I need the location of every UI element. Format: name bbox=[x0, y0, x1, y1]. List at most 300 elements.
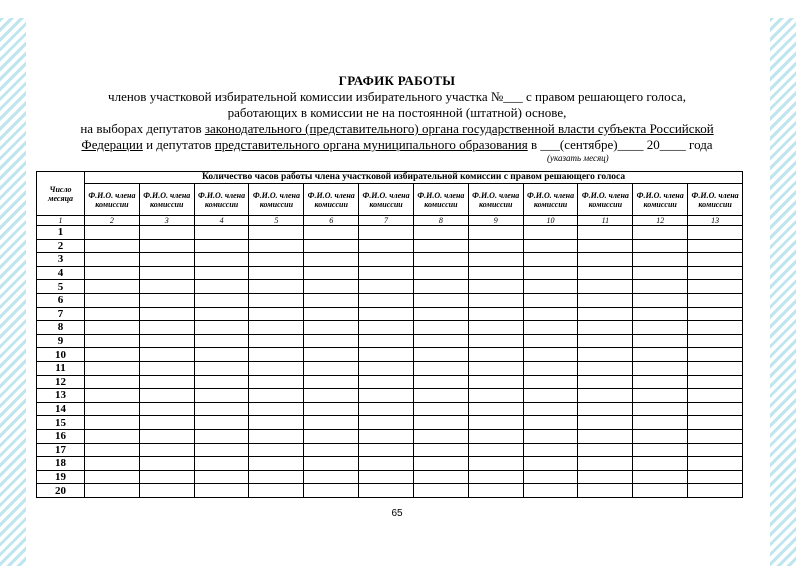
hours-cell[interactable] bbox=[304, 470, 359, 484]
hours-cell[interactable] bbox=[578, 253, 633, 267]
day-number: 15 bbox=[37, 416, 85, 430]
hours-cell[interactable] bbox=[194, 470, 249, 484]
hours-cell[interactable] bbox=[139, 280, 194, 294]
hours-cell[interactable] bbox=[194, 375, 249, 389]
header-line-1: членов участковой избирательной комиссии избирательного участка №___ с правом решающего голоса, bbox=[108, 89, 686, 104]
hours-cell[interactable] bbox=[85, 443, 140, 457]
hours-cell[interactable] bbox=[194, 280, 249, 294]
hours-cell[interactable] bbox=[578, 348, 633, 362]
header-line-4-month: в ___(сентябре)____ 20____ года bbox=[527, 137, 713, 152]
hours-cell[interactable] bbox=[249, 457, 304, 471]
hours-cell[interactable] bbox=[468, 470, 523, 484]
hours-cell[interactable] bbox=[249, 334, 304, 348]
hours-cell[interactable] bbox=[523, 470, 578, 484]
hours-cell[interactable] bbox=[359, 226, 414, 240]
hours-cell[interactable] bbox=[413, 402, 468, 416]
hours-cell[interactable] bbox=[139, 402, 194, 416]
hours-cell[interactable] bbox=[688, 293, 743, 307]
hours-cell[interactable] bbox=[523, 293, 578, 307]
member-column-header: Ф.И.О. члена комиссии bbox=[468, 184, 523, 216]
hours-cell[interactable] bbox=[194, 239, 249, 253]
hours-cell[interactable] bbox=[468, 239, 523, 253]
document-title: ГРАФИК РАБОТЫ bbox=[338, 73, 456, 88]
hours-cell[interactable] bbox=[633, 484, 688, 498]
hours-cell[interactable] bbox=[249, 280, 304, 294]
hours-cell[interactable] bbox=[578, 402, 633, 416]
hours-cell[interactable] bbox=[688, 443, 743, 457]
header-line-3 bbox=[44, 121, 750, 137]
hours-cell[interactable] bbox=[633, 226, 688, 240]
hours-cell[interactable] bbox=[139, 348, 194, 362]
day-number: 8 bbox=[37, 321, 85, 335]
hours-cell[interactable] bbox=[139, 429, 194, 443]
hours-cell[interactable] bbox=[359, 239, 414, 253]
hours-cell[interactable] bbox=[468, 226, 523, 240]
hours-cell[interactable] bbox=[359, 389, 414, 403]
day-number: 12 bbox=[37, 375, 85, 389]
hours-cell[interactable] bbox=[523, 375, 578, 389]
table-row bbox=[37, 266, 743, 280]
day-number: 14 bbox=[37, 402, 85, 416]
day-number: 16 bbox=[37, 429, 85, 443]
hours-cell[interactable] bbox=[523, 321, 578, 335]
hours-cell[interactable] bbox=[85, 239, 140, 253]
hours-cell[interactable] bbox=[413, 361, 468, 375]
hours-cell[interactable] bbox=[304, 402, 359, 416]
hours-cell[interactable] bbox=[85, 348, 140, 362]
hours-cell[interactable] bbox=[468, 348, 523, 362]
hours-cell[interactable] bbox=[359, 321, 414, 335]
column-number: 5 bbox=[249, 216, 304, 226]
member-column-header: Ф.И.О. члена комиссии bbox=[139, 184, 194, 216]
hours-cell[interactable] bbox=[194, 321, 249, 335]
column-number: 13 bbox=[688, 216, 743, 226]
hours-cell[interactable] bbox=[688, 429, 743, 443]
hours-cell[interactable] bbox=[304, 429, 359, 443]
work-schedule-table bbox=[36, 171, 743, 498]
hours-cell[interactable] bbox=[523, 280, 578, 294]
hours-cell[interactable] bbox=[139, 253, 194, 267]
hours-cell[interactable] bbox=[468, 334, 523, 348]
hours-cell[interactable] bbox=[85, 402, 140, 416]
hours-cell[interactable] bbox=[523, 266, 578, 280]
member-column-header: Ф.И.О. члена комиссии bbox=[688, 184, 743, 216]
hours-cell[interactable] bbox=[304, 266, 359, 280]
hours-cell[interactable] bbox=[359, 402, 414, 416]
column-number: 8 bbox=[413, 216, 468, 226]
hours-cell[interactable] bbox=[633, 457, 688, 471]
hours-cell[interactable] bbox=[633, 402, 688, 416]
hours-cell[interactable] bbox=[688, 457, 743, 471]
hours-cell[interactable] bbox=[249, 470, 304, 484]
hours-cell[interactable] bbox=[688, 402, 743, 416]
hours-cell[interactable] bbox=[523, 484, 578, 498]
hours-cell[interactable] bbox=[633, 389, 688, 403]
hours-cell[interactable] bbox=[468, 361, 523, 375]
hours-cell[interactable] bbox=[578, 307, 633, 321]
hours-cell[interactable] bbox=[633, 321, 688, 335]
hours-cell[interactable] bbox=[359, 470, 414, 484]
table-row bbox=[37, 389, 743, 403]
table-row bbox=[37, 348, 743, 362]
day-number: 7 bbox=[37, 307, 85, 321]
hours-cell[interactable] bbox=[688, 239, 743, 253]
hours-cell[interactable] bbox=[578, 280, 633, 294]
member-header-row bbox=[37, 184, 743, 216]
hours-cell[interactable] bbox=[359, 253, 414, 267]
hours-cell[interactable] bbox=[468, 457, 523, 471]
hours-cell[interactable] bbox=[85, 470, 140, 484]
hours-cell[interactable] bbox=[194, 307, 249, 321]
hours-cell[interactable] bbox=[359, 266, 414, 280]
hours-cell[interactable] bbox=[304, 280, 359, 294]
table-row bbox=[37, 402, 743, 416]
table-row bbox=[37, 416, 743, 430]
hours-cell[interactable] bbox=[304, 253, 359, 267]
hours-cell[interactable] bbox=[194, 484, 249, 498]
hours-cell[interactable] bbox=[688, 361, 743, 375]
hours-cell[interactable] bbox=[194, 293, 249, 307]
hours-cell[interactable] bbox=[633, 253, 688, 267]
hours-cell[interactable] bbox=[85, 429, 140, 443]
hours-cell[interactable] bbox=[633, 280, 688, 294]
hours-cell[interactable] bbox=[633, 293, 688, 307]
hours-cell[interactable] bbox=[413, 226, 468, 240]
header-line-4-underlined-b: представительного органа муниципального образования bbox=[214, 137, 528, 152]
hours-cell[interactable] bbox=[85, 389, 140, 403]
hours-cell[interactable] bbox=[688, 470, 743, 484]
hours-cell[interactable] bbox=[523, 361, 578, 375]
hours-cell[interactable] bbox=[413, 375, 468, 389]
hours-cell[interactable] bbox=[468, 443, 523, 457]
hours-cell[interactable] bbox=[249, 321, 304, 335]
hours-cell[interactable] bbox=[359, 361, 414, 375]
hours-cell[interactable] bbox=[304, 293, 359, 307]
hours-cell[interactable] bbox=[194, 457, 249, 471]
hours-cell[interactable] bbox=[413, 321, 468, 335]
hours-cell[interactable] bbox=[633, 307, 688, 321]
table-row bbox=[37, 280, 743, 294]
hours-cell[interactable] bbox=[413, 470, 468, 484]
hours-cell[interactable] bbox=[139, 389, 194, 403]
hours-cell[interactable] bbox=[139, 375, 194, 389]
hours-cell[interactable] bbox=[413, 416, 468, 430]
hours-cell[interactable] bbox=[468, 375, 523, 389]
hours-cell[interactable] bbox=[468, 429, 523, 443]
member-column-header: Ф.И.О. члена комиссии bbox=[633, 184, 688, 216]
hours-cell[interactable] bbox=[85, 457, 140, 471]
hours-cell[interactable] bbox=[139, 416, 194, 430]
hours-cell[interactable] bbox=[688, 307, 743, 321]
hours-cell[interactable] bbox=[359, 348, 414, 362]
hours-cell[interactable] bbox=[249, 429, 304, 443]
hours-cell[interactable] bbox=[359, 307, 414, 321]
hours-cell[interactable] bbox=[194, 429, 249, 443]
hours-cell[interactable] bbox=[578, 470, 633, 484]
hours-cell[interactable] bbox=[194, 226, 249, 240]
hours-cell[interactable] bbox=[194, 266, 249, 280]
hours-cell[interactable] bbox=[85, 375, 140, 389]
hours-cell[interactable] bbox=[249, 375, 304, 389]
hours-cell[interactable] bbox=[359, 457, 414, 471]
hours-cell[interactable] bbox=[139, 484, 194, 498]
hours-cell[interactable] bbox=[413, 280, 468, 294]
hours-cell[interactable] bbox=[578, 443, 633, 457]
hours-cell[interactable] bbox=[139, 443, 194, 457]
hours-cell[interactable] bbox=[304, 443, 359, 457]
hours-cell[interactable] bbox=[523, 239, 578, 253]
hours-cell[interactable] bbox=[359, 429, 414, 443]
hours-cell[interactable] bbox=[523, 402, 578, 416]
month-day-header: Число месяца bbox=[37, 172, 85, 216]
hours-cell[interactable] bbox=[578, 484, 633, 498]
hours-cell[interactable] bbox=[468, 389, 523, 403]
hours-cell[interactable] bbox=[85, 334, 140, 348]
hours-cell[interactable] bbox=[578, 375, 633, 389]
hours-cell[interactable] bbox=[304, 484, 359, 498]
table-row bbox=[37, 239, 743, 253]
hours-cell[interactable] bbox=[85, 484, 140, 498]
hours-cell[interactable] bbox=[523, 348, 578, 362]
column-number: 3 bbox=[139, 216, 194, 226]
header-line-4 bbox=[44, 137, 750, 153]
hours-cell[interactable] bbox=[304, 321, 359, 335]
hours-cell[interactable] bbox=[523, 416, 578, 430]
hours-cell[interactable] bbox=[468, 266, 523, 280]
hours-cell[interactable] bbox=[194, 334, 249, 348]
table-row bbox=[37, 334, 743, 348]
hours-cell[interactable] bbox=[249, 226, 304, 240]
member-column-header: Ф.И.О. члена комиссии bbox=[578, 184, 633, 216]
hours-cell[interactable] bbox=[359, 280, 414, 294]
hours-cell[interactable] bbox=[85, 293, 140, 307]
hours-cell[interactable] bbox=[413, 429, 468, 443]
member-column-header: Ф.И.О. члена комиссии bbox=[249, 184, 304, 216]
hours-cell[interactable] bbox=[249, 389, 304, 403]
hours-cell[interactable] bbox=[249, 402, 304, 416]
hours-cell[interactable] bbox=[413, 266, 468, 280]
hours-cell[interactable] bbox=[359, 334, 414, 348]
hours-cell[interactable] bbox=[688, 334, 743, 348]
hours-cell[interactable] bbox=[578, 334, 633, 348]
hours-cell[interactable] bbox=[194, 253, 249, 267]
hours-cell[interactable] bbox=[194, 416, 249, 430]
hours-cell[interactable] bbox=[413, 253, 468, 267]
hours-cell[interactable] bbox=[139, 457, 194, 471]
hours-cell[interactable] bbox=[578, 457, 633, 471]
hours-cell[interactable] bbox=[468, 280, 523, 294]
hours-cell[interactable] bbox=[194, 361, 249, 375]
hours-cell[interactable] bbox=[688, 389, 743, 403]
hours-cell[interactable] bbox=[633, 334, 688, 348]
hours-cell[interactable] bbox=[633, 348, 688, 362]
hours-cell[interactable] bbox=[633, 361, 688, 375]
hours-cell[interactable] bbox=[304, 457, 359, 471]
hours-cell[interactable] bbox=[578, 239, 633, 253]
hours-cell[interactable] bbox=[85, 226, 140, 240]
hours-cell[interactable] bbox=[578, 389, 633, 403]
hours-cell[interactable] bbox=[413, 239, 468, 253]
hours-cell[interactable] bbox=[139, 239, 194, 253]
hours-cell[interactable] bbox=[413, 457, 468, 471]
hours-cell[interactable] bbox=[85, 266, 140, 280]
hours-cell[interactable] bbox=[139, 361, 194, 375]
hours-cell[interactable] bbox=[85, 280, 140, 294]
hours-cell[interactable] bbox=[578, 429, 633, 443]
day-number: 10 bbox=[37, 348, 85, 362]
hours-cell[interactable] bbox=[359, 484, 414, 498]
hours-cell[interactable] bbox=[633, 470, 688, 484]
day-number: 20 bbox=[37, 484, 85, 498]
hours-cell[interactable] bbox=[688, 348, 743, 362]
member-column-header: Ф.И.О. члена комиссии bbox=[85, 184, 140, 216]
day-number: 11 bbox=[37, 361, 85, 375]
header-line-4-mid: и депутатов bbox=[142, 137, 215, 152]
hours-cell[interactable] bbox=[139, 226, 194, 240]
hours-cell[interactable] bbox=[304, 375, 359, 389]
hours-cell[interactable] bbox=[139, 307, 194, 321]
hours-cell[interactable] bbox=[304, 226, 359, 240]
hours-cell[interactable] bbox=[633, 429, 688, 443]
hours-cell[interactable] bbox=[249, 266, 304, 280]
hours-cell[interactable] bbox=[578, 361, 633, 375]
hours-cell[interactable] bbox=[578, 266, 633, 280]
hours-cell[interactable] bbox=[468, 484, 523, 498]
header-line-3-prefix: на выборах депутатов bbox=[80, 121, 205, 136]
hours-cell[interactable] bbox=[194, 389, 249, 403]
hours-cell[interactable] bbox=[249, 484, 304, 498]
hours-cell[interactable] bbox=[523, 457, 578, 471]
hours-cell[interactable] bbox=[304, 361, 359, 375]
day-number: 1 bbox=[37, 226, 85, 240]
hours-cell[interactable] bbox=[249, 361, 304, 375]
hours-cell[interactable] bbox=[523, 226, 578, 240]
hours-cell[interactable] bbox=[688, 375, 743, 389]
month-hint: (указать месяц) bbox=[547, 153, 609, 163]
hours-cell[interactable] bbox=[468, 321, 523, 335]
hours-cell[interactable] bbox=[304, 389, 359, 403]
table-row bbox=[37, 321, 743, 335]
hours-cell[interactable] bbox=[633, 239, 688, 253]
hours-cell[interactable] bbox=[139, 293, 194, 307]
hours-cell[interactable] bbox=[139, 266, 194, 280]
hours-cell[interactable] bbox=[194, 443, 249, 457]
column-number: 6 bbox=[304, 216, 359, 226]
hours-cell[interactable] bbox=[194, 402, 249, 416]
hours-cell[interactable] bbox=[249, 307, 304, 321]
hours-cell[interactable] bbox=[249, 239, 304, 253]
hours-cell[interactable] bbox=[468, 402, 523, 416]
hours-cell[interactable] bbox=[578, 416, 633, 430]
hours-cell[interactable] bbox=[413, 348, 468, 362]
day-number: 19 bbox=[37, 470, 85, 484]
hours-cell[interactable] bbox=[578, 226, 633, 240]
hours-cell[interactable] bbox=[413, 293, 468, 307]
hours-cell[interactable] bbox=[578, 321, 633, 335]
hours-cell[interactable] bbox=[413, 389, 468, 403]
hours-cell[interactable] bbox=[359, 375, 414, 389]
hours-cell[interactable] bbox=[523, 443, 578, 457]
hours-cell[interactable] bbox=[468, 293, 523, 307]
hours-cell[interactable] bbox=[523, 389, 578, 403]
hours-cell[interactable] bbox=[249, 443, 304, 457]
hours-cell[interactable] bbox=[85, 416, 140, 430]
member-column-header: Ф.И.О. члена комиссии bbox=[304, 184, 359, 216]
day-number: 9 bbox=[37, 334, 85, 348]
hours-cell[interactable] bbox=[413, 484, 468, 498]
hours-cell[interactable] bbox=[633, 443, 688, 457]
hours-cell[interactable] bbox=[304, 307, 359, 321]
hours-cell[interactable] bbox=[688, 416, 743, 430]
column-number: 10 bbox=[523, 216, 578, 226]
hours-cell[interactable] bbox=[304, 239, 359, 253]
day-number: 2 bbox=[37, 239, 85, 253]
hours-cell[interactable] bbox=[468, 253, 523, 267]
hours-cell[interactable] bbox=[359, 443, 414, 457]
hours-cell[interactable] bbox=[194, 348, 249, 362]
member-column-header: Ф.И.О. члена комиссии bbox=[359, 184, 414, 216]
hours-cell[interactable] bbox=[413, 334, 468, 348]
table-row bbox=[37, 253, 743, 267]
hours-cell[interactable] bbox=[249, 253, 304, 267]
hours-cell[interactable] bbox=[139, 321, 194, 335]
hours-cell[interactable] bbox=[359, 416, 414, 430]
hours-cell[interactable] bbox=[523, 334, 578, 348]
right-decorative-border bbox=[770, 18, 796, 566]
hours-cell[interactable] bbox=[139, 470, 194, 484]
hours-cell[interactable] bbox=[688, 253, 743, 267]
hours-cell[interactable] bbox=[249, 416, 304, 430]
hours-cell[interactable] bbox=[304, 348, 359, 362]
hours-cell[interactable] bbox=[359, 293, 414, 307]
hours-cell[interactable] bbox=[85, 321, 140, 335]
table-row bbox=[37, 484, 743, 498]
header-line-3-underlined: законодательного (представительного) органа государственной власти субъекта Российской bbox=[204, 121, 714, 136]
hours-cell[interactable] bbox=[413, 443, 468, 457]
hours-cell[interactable] bbox=[304, 416, 359, 430]
hours-cell[interactable] bbox=[85, 361, 140, 375]
column-number: 4 bbox=[194, 216, 249, 226]
table-body bbox=[37, 226, 743, 498]
header-line-2: работающих в комиссии не на постоянной (штатной) основе, bbox=[227, 105, 567, 120]
hours-cell[interactable] bbox=[578, 293, 633, 307]
hours-cell[interactable] bbox=[468, 416, 523, 430]
hours-cell[interactable] bbox=[688, 321, 743, 335]
hours-cell[interactable] bbox=[688, 280, 743, 294]
hours-cell[interactable] bbox=[85, 307, 140, 321]
hours-cell[interactable] bbox=[523, 253, 578, 267]
hours-cell[interactable] bbox=[468, 307, 523, 321]
hours-cell[interactable] bbox=[249, 348, 304, 362]
hours-cell[interactable] bbox=[249, 293, 304, 307]
hours-cell[interactable] bbox=[633, 266, 688, 280]
hours-cell[interactable] bbox=[688, 226, 743, 240]
hours-cell[interactable] bbox=[688, 266, 743, 280]
hours-cell[interactable] bbox=[523, 429, 578, 443]
hours-cell[interactable] bbox=[633, 416, 688, 430]
hours-cell[interactable] bbox=[304, 334, 359, 348]
hours-cell[interactable] bbox=[413, 307, 468, 321]
table-row bbox=[37, 429, 743, 443]
hours-cell[interactable] bbox=[523, 307, 578, 321]
hours-cell[interactable] bbox=[688, 484, 743, 498]
document-page bbox=[44, 0, 750, 566]
hours-cell[interactable] bbox=[633, 375, 688, 389]
hours-cell[interactable] bbox=[85, 253, 140, 267]
header-line-4-underlined-a: Федерации bbox=[81, 137, 143, 152]
column-number: 7 bbox=[359, 216, 414, 226]
hours-cell[interactable] bbox=[139, 334, 194, 348]
